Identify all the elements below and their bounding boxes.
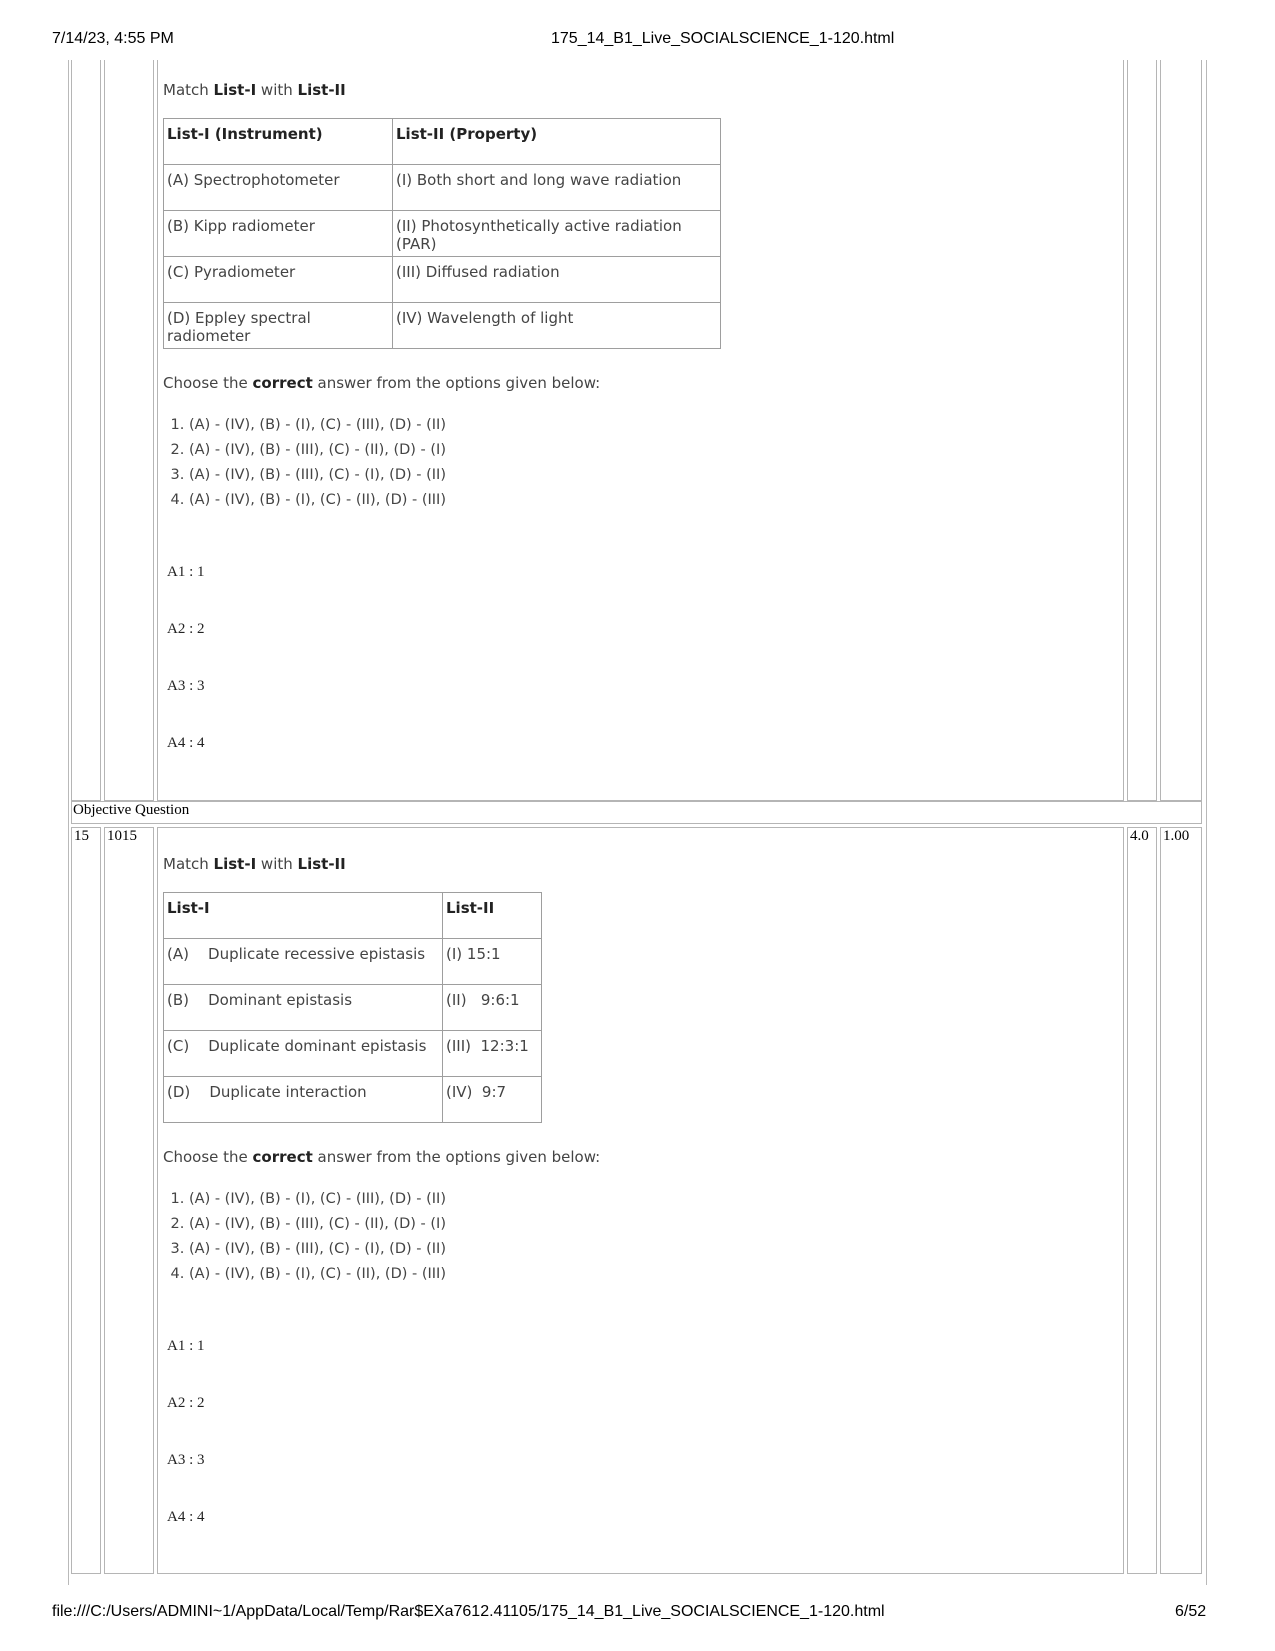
marks-cell-q15 xyxy=(1127,827,1157,1574)
serial-number: 15 xyxy=(74,828,89,844)
qid-cell-q14 xyxy=(104,60,154,801)
table-row xyxy=(164,211,721,257)
table-header-cell: List-I xyxy=(164,893,443,939)
file-path: file:///C:/Users/ADMINI~1/AppData/Local/Temp/Rar$EXa7612.41105/175_14_B1_Live_SOCIALSCIENCE_1-120.html xyxy=(52,1603,885,1620)
sno-cell-q14 xyxy=(71,60,101,801)
marks-cell-q14 xyxy=(1127,60,1157,801)
negative-marks-value: 1.00 xyxy=(1163,828,1190,844)
option-item: 4. (A) - (IV), (B) - (I), (C) - (II), (D) - (III) xyxy=(189,1262,446,1287)
options-list-q14 xyxy=(163,413,446,513)
answer-option: A4 : 4 xyxy=(167,735,205,751)
table-cell: (C) Duplicate dominant epistasis xyxy=(164,1031,443,1077)
table-row xyxy=(164,1031,542,1077)
match-table-q15 xyxy=(163,892,542,1123)
document-title: 175_14_B1_Live_SOCIALSCIENCE_1-120.html xyxy=(551,30,895,47)
option-item: 3. (A) - (IV), (B) - (III), (C) - (I), (D) - (II) xyxy=(189,1237,446,1262)
option-item: 1. (A) - (IV), (B) - (I), (C) - (III), (D) - (II) xyxy=(189,413,446,438)
answer-option: A4 : 4 xyxy=(167,1509,205,1525)
table-cell: (D) Eppley spectral radiometer xyxy=(164,303,393,349)
choose-instruction-q14: Choose the correct answer from the options given below: xyxy=(163,374,601,392)
answer-option: A3 : 3 xyxy=(167,1452,205,1468)
negative-cell-q14 xyxy=(1160,60,1202,801)
table-cell: (D) Duplicate interaction xyxy=(164,1077,443,1123)
table-cell: (III) Diffused radiation xyxy=(393,257,721,303)
table-header-row xyxy=(164,119,721,165)
answer-option: A2 : 2 xyxy=(167,1395,205,1411)
table-row xyxy=(164,1077,542,1123)
options-list-q15 xyxy=(163,1187,446,1287)
table-cell: (IV) 9:7 xyxy=(443,1077,542,1123)
table-cell: (II) 9:6:1 xyxy=(443,985,542,1031)
table-cell: (II) Photosynthetically active radiation (PAR) xyxy=(393,211,721,257)
print-datetime: 7/14/23, 4:55 PM xyxy=(52,30,174,47)
table-row xyxy=(164,257,721,303)
table-cell: (III) 12:3:1 xyxy=(443,1031,542,1077)
sno-cell-q15 xyxy=(71,827,101,1574)
question-id: 1015 xyxy=(107,828,137,844)
answer-option: A1 : 1 xyxy=(167,564,205,580)
match-instruction-q15: Match List-I with List-II xyxy=(163,855,346,873)
choose-instruction-q15: Choose the correct answer from the options given below: xyxy=(163,1148,601,1166)
option-item: 2. (A) - (IV), (B) - (III), (C) - (II), (D) - (I) xyxy=(189,438,446,463)
match-table-q14 xyxy=(163,118,721,349)
table-header-cell: List-II (Property) xyxy=(393,119,721,165)
table-header-cell: List-I (Instrument) xyxy=(164,119,393,165)
qid-cell-q15 xyxy=(104,827,154,1574)
table-row xyxy=(164,303,721,349)
table-cell: (C) Pyradiometer xyxy=(164,257,393,303)
table-row xyxy=(164,165,721,211)
table-cell: (IV) Wavelength of light xyxy=(393,303,721,349)
table-cell: (B) Kipp radiometer xyxy=(164,211,393,257)
table-row xyxy=(164,939,542,985)
table-header-row xyxy=(164,893,542,939)
table-row xyxy=(164,985,542,1031)
table-header-cell: List-II xyxy=(443,893,542,939)
objective-question-label: Objective Question xyxy=(73,802,190,818)
objective-question-row xyxy=(71,801,1202,824)
answer-option: A2 : 2 xyxy=(167,621,205,637)
marks-value: 4.0 xyxy=(1130,828,1149,844)
table-cell: (I) Both short and long wave radiation xyxy=(393,165,721,211)
table-cell: (A) Spectrophotometer xyxy=(164,165,393,211)
answer-option: A1 : 1 xyxy=(167,1338,205,1354)
negative-cell-q15 xyxy=(1160,827,1202,1574)
option-item: 1. (A) - (IV), (B) - (I), (C) - (III), (D) - (II) xyxy=(189,1187,446,1212)
answer-option: A3 : 3 xyxy=(167,678,205,694)
page-number: 6/52 xyxy=(1175,1603,1207,1620)
option-item: 3. (A) - (IV), (B) - (III), (C) - (I), (D) - (II) xyxy=(189,463,446,488)
match-instruction-q14: Match List-I with List-II xyxy=(163,81,346,99)
option-item: 2. (A) - (IV), (B) - (III), (C) - (II), (D) - (I) xyxy=(189,1212,446,1237)
table-cell: (A) Duplicate recessive epistasis xyxy=(164,939,443,985)
option-item: 4. (A) - (IV), (B) - (I), (C) - (II), (D) - (III) xyxy=(189,488,446,513)
table-cell: (B) Dominant epistasis xyxy=(164,985,443,1031)
table-cell: (I) 15:1 xyxy=(443,939,542,985)
